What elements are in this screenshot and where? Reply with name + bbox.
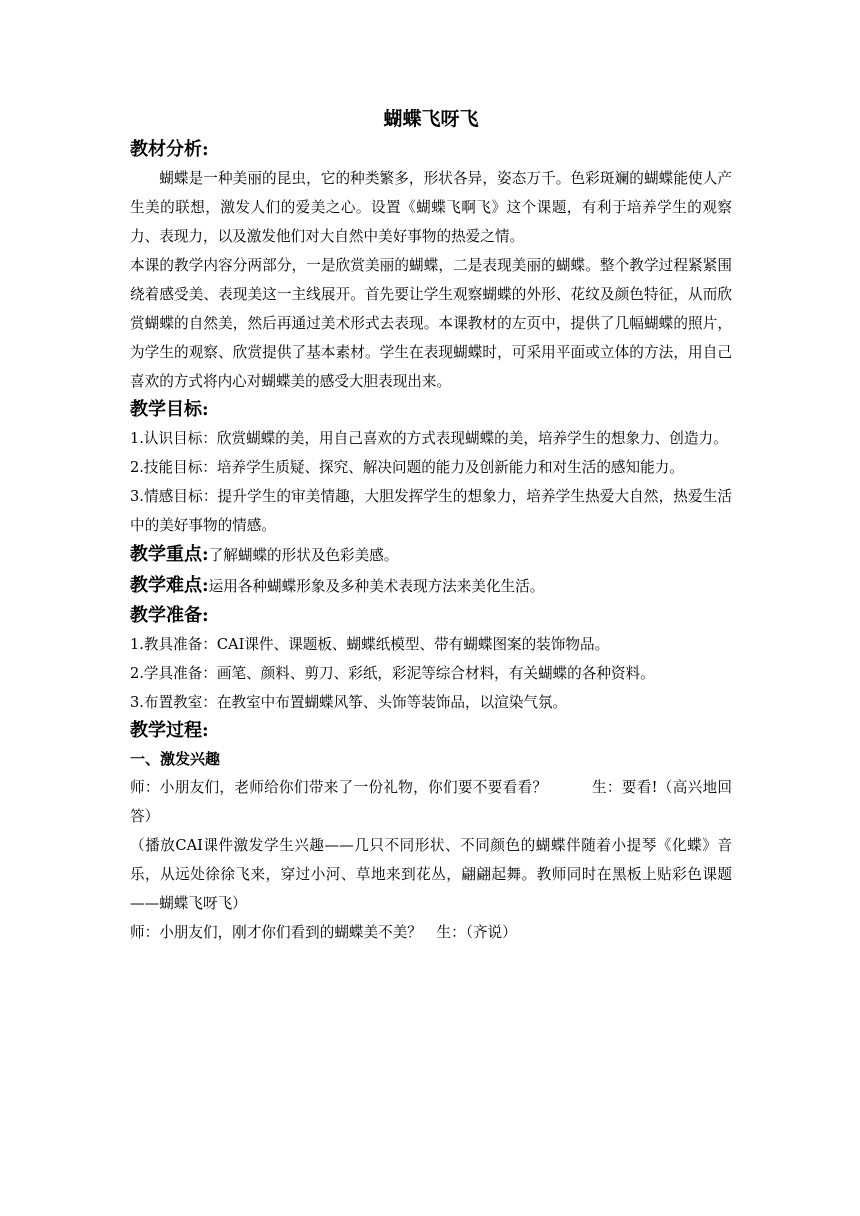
goals-heading: 教学目标: (130, 399, 209, 420)
difficulty-row (130, 571, 732, 602)
document-title: 蝴蝶飞呀飞 (383, 108, 479, 130)
analysis-paragraph-1: 蝴蝶是一种美丽的昆虫，它的种类繁多，形状各异，姿态万千。色彩斑斓的蝴蝶能使人产生美的联想，激发人们的爱美之心。设置《蝴蝶飞啊飞》这个课题，有利于培养学生的观察力、表现力，以及激发他们对大自然中美好事物的热爱之情。 (130, 170, 732, 245)
preparation-heading: 教学准备: (130, 605, 209, 626)
key-point-text: 了解蝴蝶的形状及色彩美感。 (208, 547, 399, 564)
difficulty-label: 教学难点: (130, 575, 209, 596)
process-line: 师：小朋友们，刚才你们看到的蝴蝶美不美？ 生：（齐说） (130, 924, 517, 941)
key-point-row (130, 540, 732, 571)
goal-item: 3.情感目标：提升学生的审美情趣，大胆发挥学生的想象力，培养学生热爱大自然，热爱生活中的美好事物的情感。 (130, 488, 732, 534)
analysis-heading: 教材分析: (130, 139, 209, 160)
difficulty-text: 运用各种蝴蝶形象及多种美术表现方法来美化生活。 (208, 578, 545, 595)
preparation-item: 1.教具准备：CAI课件、课题板、蝴蝶纸模型、带有蝴蝶图案的装饰物品。 (130, 636, 610, 653)
analysis-paragraph-2: 本课的教学内容分两部分，一是欣赏美丽的蝴蝶，二是表现美丽的蝴蝶。整个教学过程紧紧围绕着感受美、表现美这一主线展开。首先要让学生观察蝴蝶的外形、花纹及颜色特征，从而欣赏蝴蝶的自然美，然后再通过美术形式去表现。本课教材的左页中，提供了几幅蝴蝶的照片，为学生的观察、欣赏提供了基本素材。学生在表现蝴蝶时，可采用平面或立体的方法，用自己喜欢的方式将内心对蝴蝶美的感受大胆表现出来。 (130, 257, 732, 390)
document-body (130, 104, 732, 947)
goal-item: 2.技能目标：培养学生质疑、探究、解决问题的能力及创新能力和对生活的感知能力。 (130, 459, 684, 476)
preparation-item: 2.学具准备：画笔、颜料、剪刀、彩纸，彩泥等综合材料，有关蝴蝶的各种资料。 (130, 665, 655, 682)
process-line: （播放CAI课件激发学生兴趣——几只不同形状、不同颜色的蝴蝶伴随着小提琴《化蝶》音乐，从远处徐徐飞来，穿过小河、草地来到花丛，翩翩起舞。教师同时在黑板上贴彩色课题——蝴蝶飞呀飞） (130, 837, 732, 912)
preparation-item: 3.布置教室：在教室中布置蝴蝶风筝、头饰等装饰品，以渲染气氛。 (130, 694, 568, 711)
process-heading: 教学过程: (130, 720, 209, 741)
process-section-heading: 一、激发兴趣 (130, 750, 221, 768)
process-line: 师：小朋友们，老师给你们带来了一份礼物，你们要不要看看？ 生：要看!（高兴地回答） (130, 779, 732, 825)
key-point-label: 教学重点: (130, 544, 209, 565)
goal-item: 1.认识目标：欣赏蝴蝶的美，用自己喜欢的方式表现蝴蝶的美，培养学生的想象力、创造力。 (130, 430, 728, 447)
